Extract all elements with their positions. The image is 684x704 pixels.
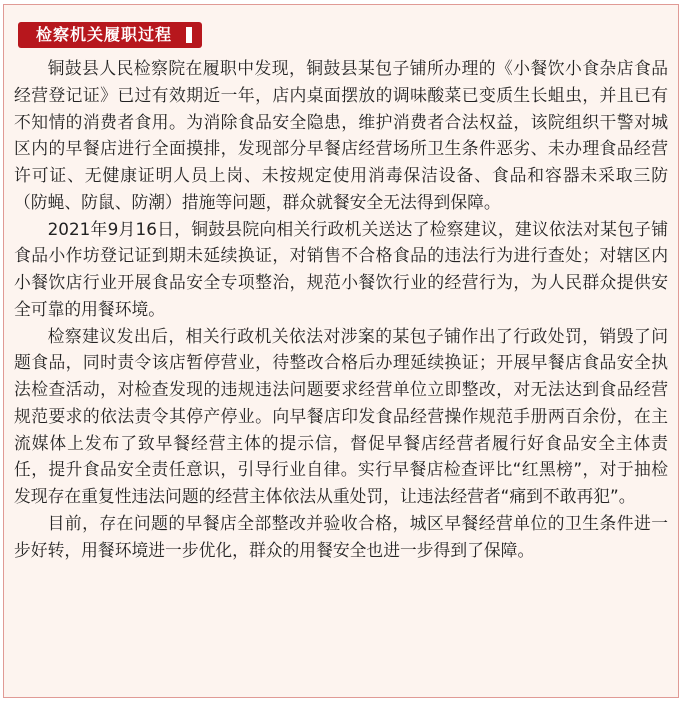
paragraph-2: 2021年9月16日，铜鼓县院向相关行政机关送达了检察建议，建议依法对某包子铺食品小作坊登记证到期未延续换证，对销售不合格食品的违法行为进行查处；对辖区内小餐饮店行业开展食品安全专项整治，规范小餐饮行业的经营行为，为人民群众提供安全可靠的用餐环境。 — [14, 218, 668, 319]
section-title: 检察机关履职过程 — [36, 25, 173, 44]
section-title-badge — [18, 22, 202, 48]
title-bar-icon — [186, 27, 192, 43]
paragraph-3: 检察建议发出后，相关行政机关依法对涉案的某包子铺作出了行政处罚，销毁了问题食品，同时责令该店暂停营业，待整改合格后办理延续换证；开展早餐店食品安全执法检查活动，对检查发现的违规违法问题要求经营单位立即整改，对无法达到食品经营规范要求的依法责令其停产停业。向早餐店印发食品经营操作规范手册两百余份，在主流媒体上发布了致早餐经营主体的提示信，督促早餐店经营者履行好食品安全主体责任，提升食品安全责任意识，引导行业自律。实行早餐店检查评比“红黑榜”，对于抽检发现存在重复性违法问题的经营主体依法从重处罚，让违法经营者“痛到不敢再犯”。 — [14, 325, 668, 506]
article-body — [14, 55, 668, 563]
article-frame — [3, 4, 679, 698]
paragraph-1: 铜鼓县人民检察院在履职中发现，铜鼓县某包子铺所办理的《小餐饮小食杂店食品经营登记证》已过有效期近一年，店内桌面摆放的调味酸菜已变质生长蛆虫，并且已有不知情的消费者食用。为消除食品安全隐患，维护消费者合法权益，该院组织干警对城区内的早餐店进行全面摸排，发现部分早餐店经营场所卫生条件恶劣、未办理食品经营许可证、无健康证明人员上岗、未按规定使用消毒保洁设备、食品和容器未采取三防（防蝇、防鼠、防潮）措施等问题，群众就餐安全无法得到保障。 — [14, 58, 668, 212]
paragraph-4: 目前，存在问题的早餐店全部整改并验收合格，城区早餐经营单位的卫生条件进一步好转，用餐环境进一步优化，群众的用餐安全也进一步得到了保障。 — [14, 512, 668, 560]
